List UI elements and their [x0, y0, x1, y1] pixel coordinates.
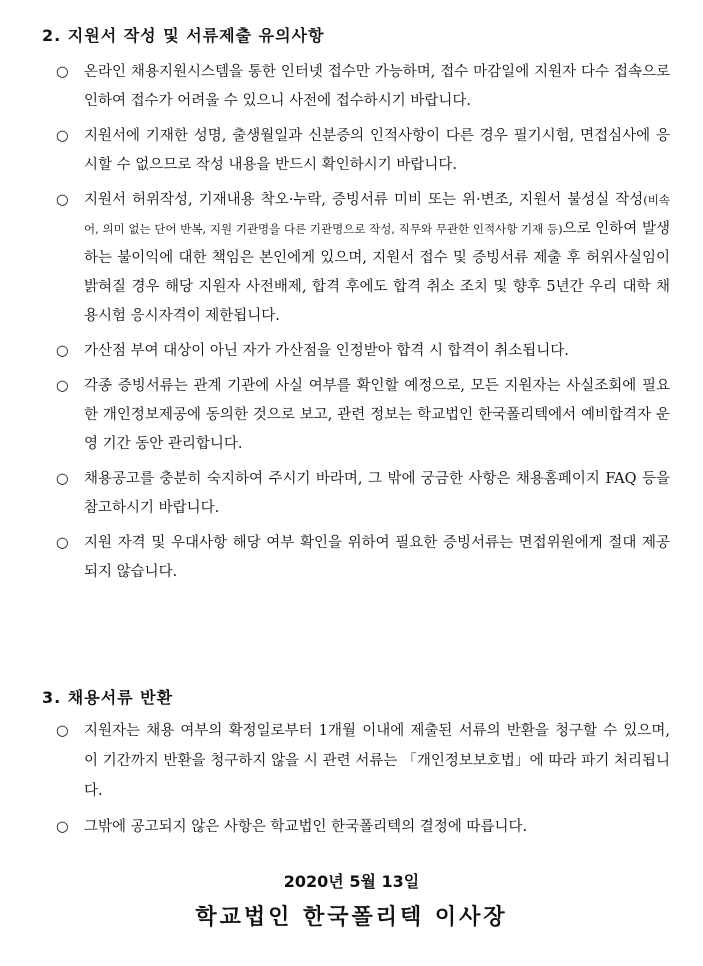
bullet-circle-icon: ○ — [56, 343, 69, 359]
item-text: 가산점 부여 대상이 아닌 자가 가산점을 인정받아 합격 시 합격이 취소됩니다. — [84, 343, 569, 359]
list-item — [56, 122, 670, 180]
bullet-circle-icon: ○ — [56, 192, 69, 208]
item-text: 각종 증빙서류는 관계 기관에 사실 여부를 확인할 예정으로, 모든 지원자는 사실조회에 필요한 개인정보제공에 동의한 것으로 보고, 관련 정보는 학교법인 한국폴리텍에서 예비합격자 운영 기간 동안 관리합니다. — [84, 378, 670, 452]
bullet-circle-icon: ○ — [56, 128, 69, 144]
item-text: 온라인 채용지원시스템을 통한 인터넷 접수만 가능하며, 접수 마감일에 지원자 다수 접속으로 인하여 접수가 어려울 수 있으니 사전에 접수하시기 바랍니다. — [84, 64, 670, 109]
announcement-date: 2020년 5월 13일 — [283, 872, 420, 891]
item-text: 지원서에 기재한 성명, 출생월일과 신분증의 인적사항이 다른 경우 필기시험, 면접심사에 응시할 수 없으므로 작성 내용을 반드시 확인하시기 바랍니다. — [84, 128, 670, 173]
item-text: 지원자는 채용 여부의 확정일로부터 1개월 이내에 제출된 서류의 반환을 청구할 수 있으며, 이 기간까지 반환을 청구하지 않을 시 관련 서류는 「개인정보보호법」에 따라 파기 처리됩니다. — [84, 723, 670, 799]
item-text-small: (비속어, 의미 없는 단어 반복, 지원 기관명을 다른 기관명으로 작성, 직무와 무관한 인적사항 기재 등) — [84, 193, 670, 236]
issuer-signature: 학교법인 한국폴리텍 이사장 — [195, 904, 508, 930]
bullet-circle-icon: ○ — [56, 378, 69, 394]
item-text: 채용공고를 충분히 숙지하여 주시기 바라며, 그 밖에 궁금한 사항은 채용홈페이지 FAQ 등을 참고하시기 바랍니다. — [84, 471, 670, 516]
section-3-list — [56, 716, 670, 848]
item-text: 지원서 허위작성, 기재내용 착오·누락, 증빙서류 미비 또는 위·변조, 지원서 불성실 작성 — [84, 192, 644, 208]
list-item — [56, 716, 670, 806]
list-item — [56, 372, 670, 459]
section-3-title: 3. 채용서류 반환 — [42, 688, 174, 707]
list-item — [56, 465, 670, 523]
item-text: 그밖에 공고되지 않은 사항은 학교법인 한국폴리텍의 결정에 따릅니다. — [84, 819, 528, 835]
bullet-circle-icon: ○ — [56, 723, 69, 739]
bullet-circle-icon: ○ — [56, 819, 69, 835]
list-item — [56, 58, 670, 116]
list-item — [56, 812, 670, 842]
bullet-circle-icon: ○ — [56, 64, 69, 80]
item-text: 지원 자격 및 우대사항 해당 여부 확인을 위하여 필요한 증빙서류는 면접위원에게 절대 제공되지 않습니다. — [84, 535, 670, 580]
list-item — [56, 186, 670, 331]
section-2-title: 2. 지원서 작성 및 서류제출 유의사항 — [42, 26, 325, 45]
section-2-list — [56, 58, 670, 593]
bullet-circle-icon: ○ — [56, 535, 69, 551]
bullet-circle-icon: ○ — [56, 471, 69, 487]
list-item — [56, 529, 670, 587]
item-text: 으로 인하여 발생하는 불이익에 대한 책임은 본인에게 있으며, 지원서 접수 및 증빙서류 제출 후 허위사실임이 밝혀질 경우 해당 지원자 사전배제, 합격 후에도 합격 취소 조치 및 향후 5년간 우리 대학 채용시험 응시자격이 제한됩니다. — [84, 221, 670, 324]
list-item — [56, 337, 670, 366]
